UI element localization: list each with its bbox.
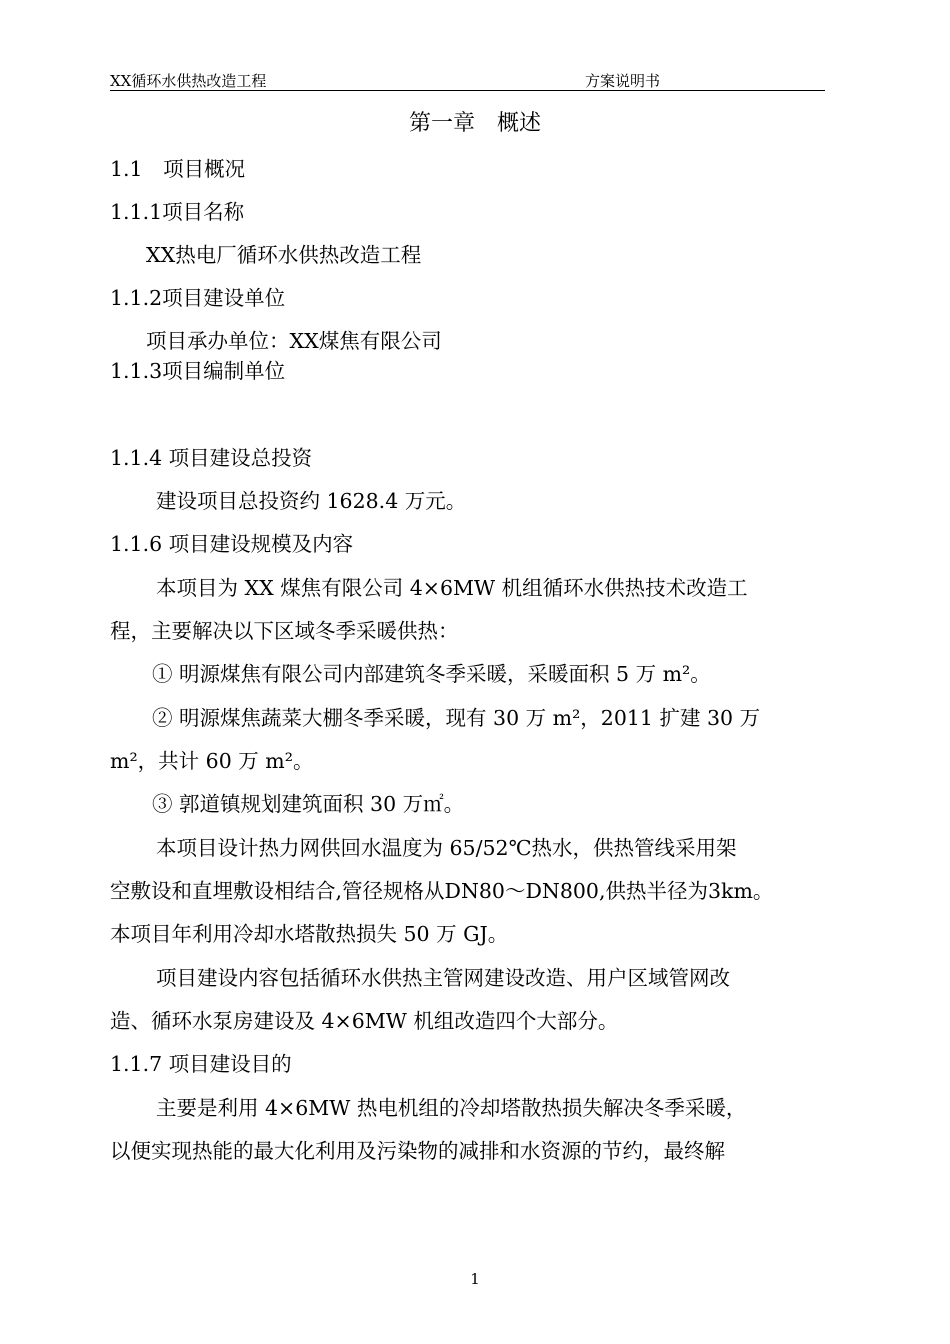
header-doc-type: 方案说明书 [585,72,661,90]
section-heading-1-1-4: 1.1.4 项目建设总投资 [110,446,313,470]
section-heading-1-1-3: 1.1.3项目编制单位 [110,359,286,383]
section-heading-1-1-6: 1.1.6 项目建设规模及内容 [110,532,354,556]
list-item-3: ③ 郭道镇规划建筑面积 30 万㎡。 [152,792,465,816]
purpose-paragraph-line-2: 以便实现热能的最大化利用及污染物的减排和水资源的节约，最终解 [110,1139,725,1163]
design-paragraph-line-1: 本项目设计热力网供回水温度为 65/52℃热水，供热管线采用架 [156,836,737,860]
content-paragraph-line-1: 项目建设内容包括循环水供热主管网建设改造、用户区域管网改 [156,966,730,990]
section-heading-1-1: 1.1 项目概况 [110,157,246,181]
page-header [110,70,825,91]
chapter-title: 第一章 概述 [408,111,541,136]
section-heading-1-1-1: 1.1.1项目名称 [110,200,245,224]
list-item-1: ① 明源煤焦有限公司内部建筑冬季采暖，采暖面积 5 万 m²。 [152,662,711,686]
page-number: 1 [470,1270,480,1288]
design-paragraph-line-3: 本项目年利用冷却水塔散热损失 50 万 GJ。 [110,922,509,946]
design-paragraph-line-2: 空敷设和直埋敷设相结合,管径规格从DN80～DN800,供热半径为3km。 [110,879,774,903]
investment-text: 建设项目总投资约 1628.4 万元。 [156,489,467,513]
list-item-2-line-2: m²，共计 60 万 m²。 [110,749,314,773]
purpose-paragraph-line-1: 主要是利用 4×6MW 热电机组的冷却塔散热损失解决冬季采暖， [156,1096,747,1120]
list-item-2-line-1: ② 明源煤焦蔬菜大棚冬季采暖，现有 30 万 m²，2011 扩建 30 万 [152,706,761,730]
content-paragraph-line-2: 造、循环水泵房建设及 4×6MW 机组改造四个大部分。 [110,1009,619,1033]
project-name-text: XX热电厂循环水供热改造工程 [146,243,422,267]
header-project-name: XX循环水供热改造工程 [110,72,267,90]
scale-paragraph-line-2: 程，主要解决以下区域冬季采暖供热： [110,619,459,643]
section-heading-1-1-2: 1.1.2项目建设单位 [110,286,286,310]
scale-paragraph-line-1: 本项目为 XX 煤焦有限公司 4×6MW 机组循环水供热技术改造工 [156,576,748,600]
section-heading-1-1-7: 1.1.7 项目建设目的 [110,1052,292,1076]
project-unit-text: 项目承办单位：XX煤焦有限公司 [146,329,442,353]
